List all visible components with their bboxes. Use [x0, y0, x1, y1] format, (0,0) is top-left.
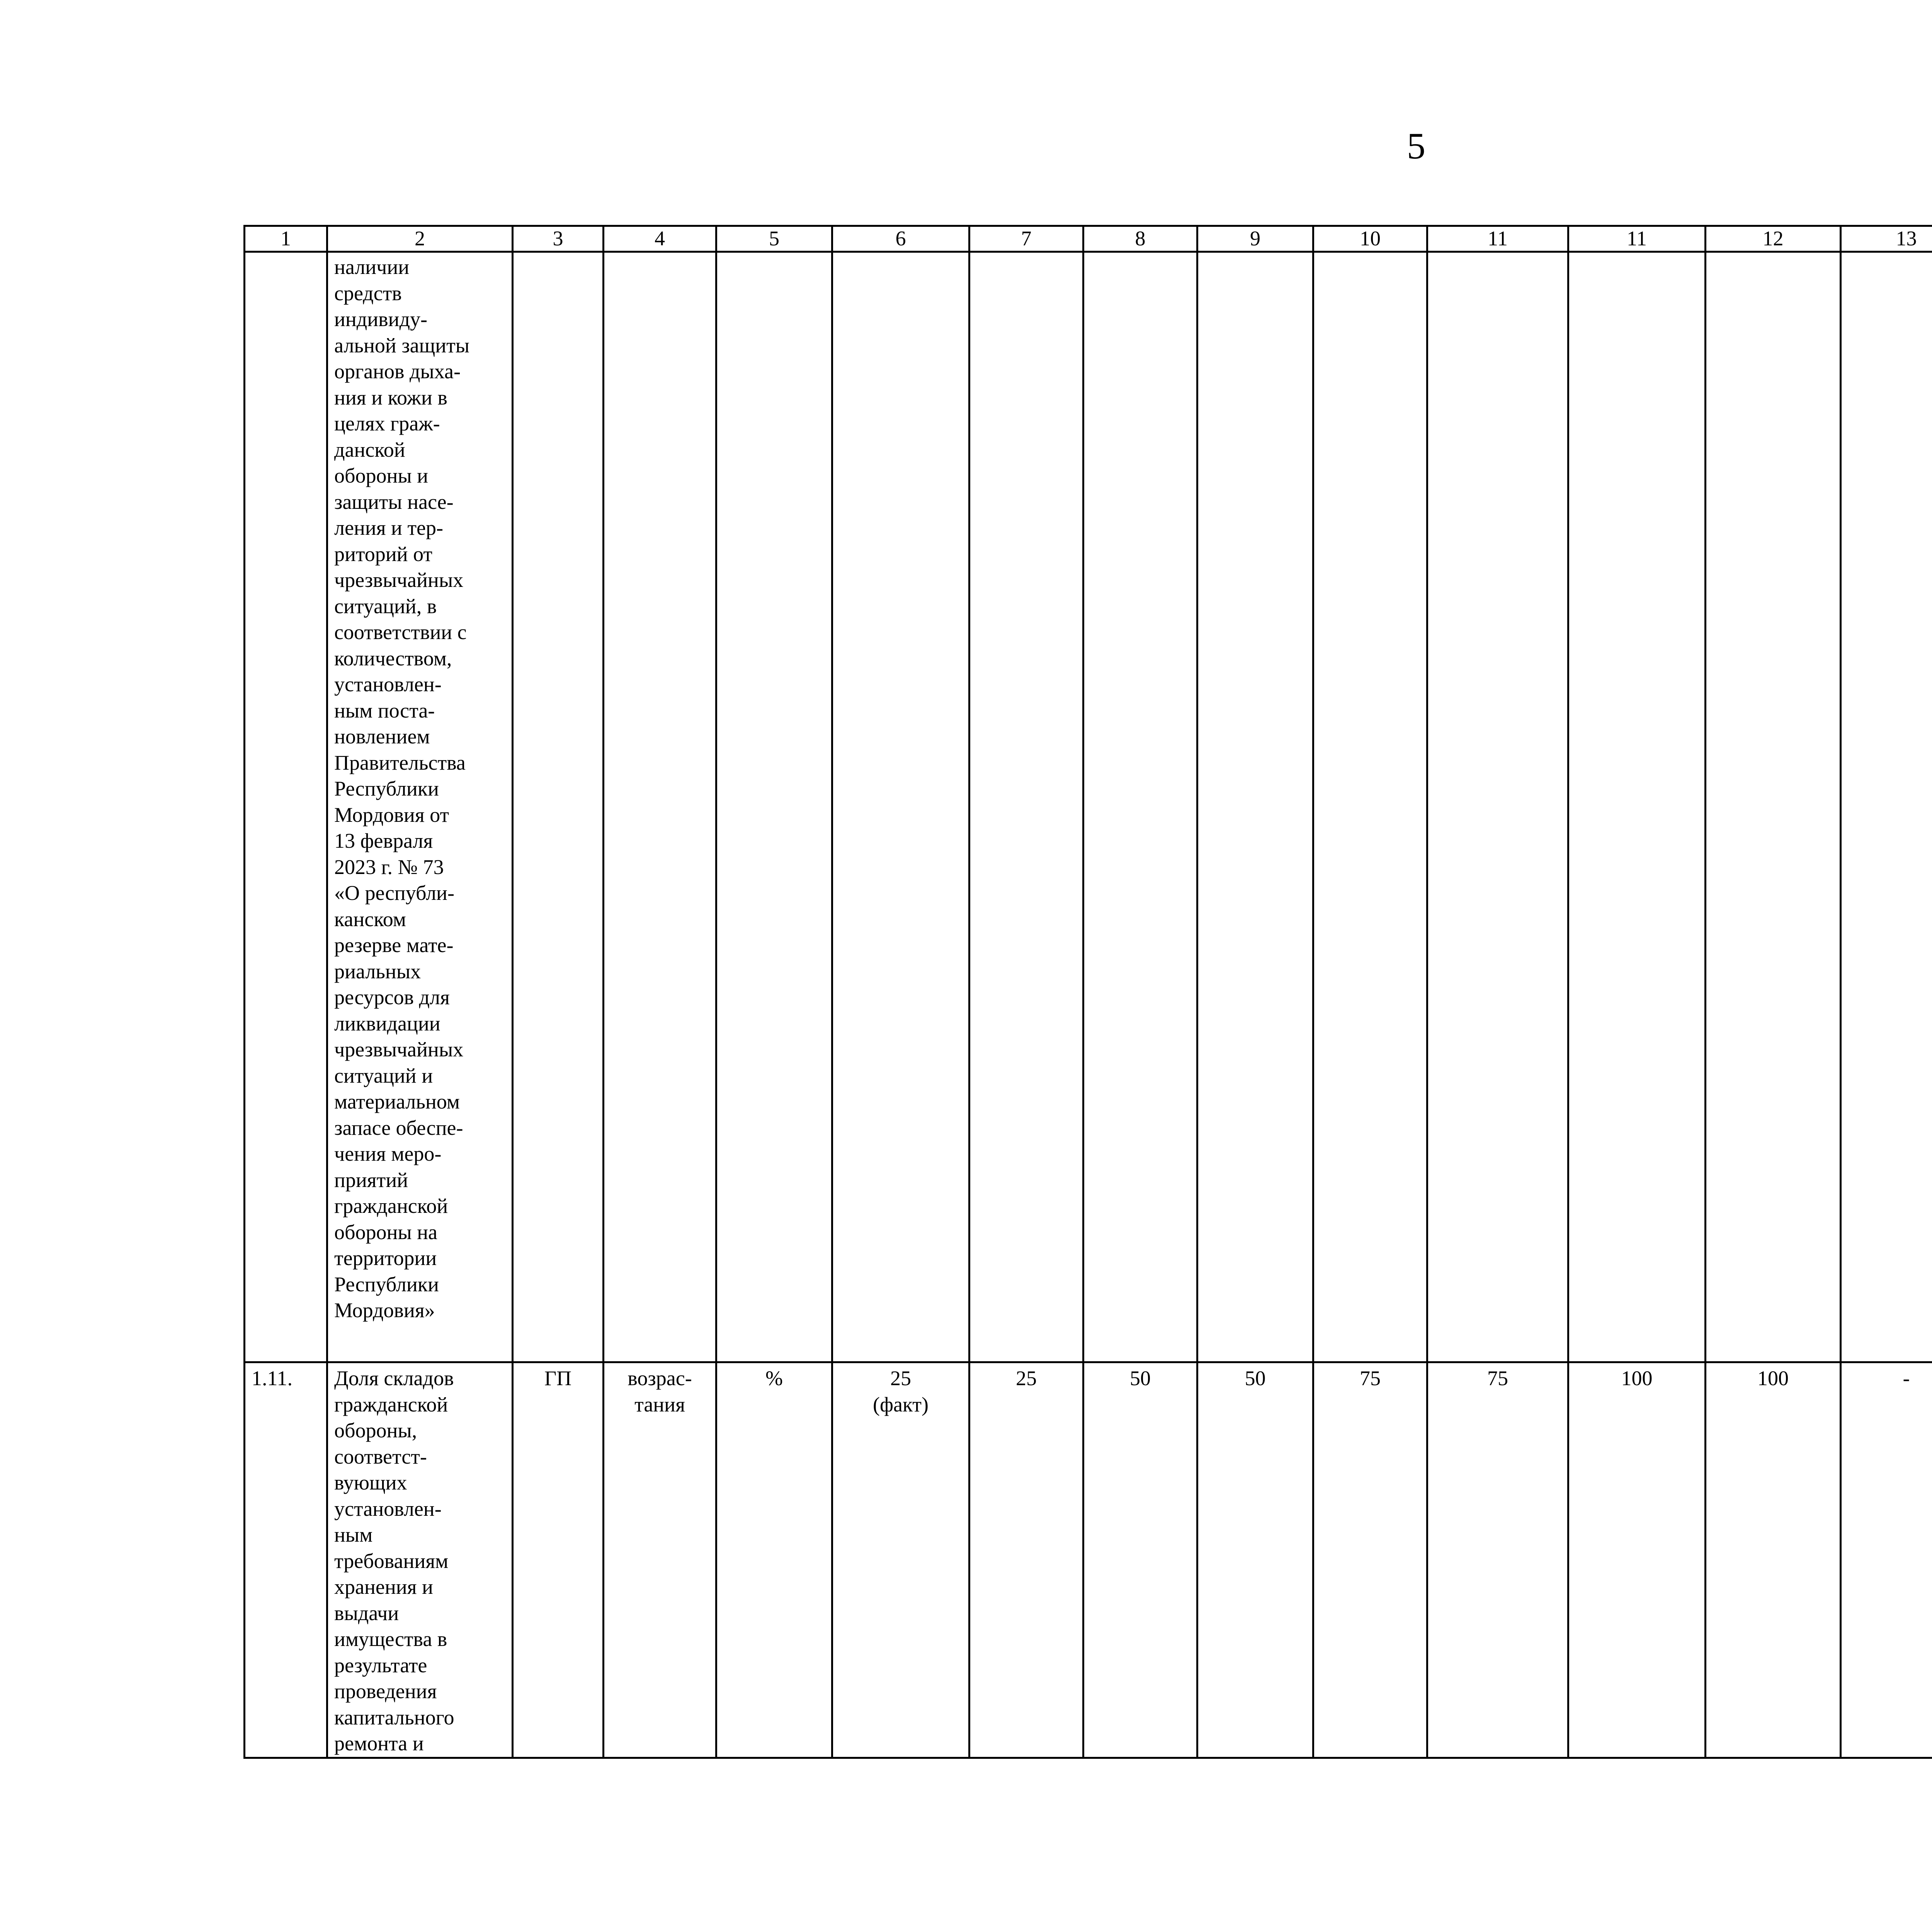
table-row — [245, 252, 1932, 1362]
cell-value: 50 — [1083, 1362, 1197, 1758]
cell-value: 100 — [1706, 1362, 1841, 1758]
column-number-row — [245, 226, 1932, 252]
cell — [1197, 252, 1313, 1362]
cell-indicator-name: Доля складов гражданской обороны, соответст- вующих установлен- ным требованиям хранения и выдачи имущества в результате проведения капитального ремонта и — [327, 1362, 513, 1758]
cell — [1313, 252, 1427, 1362]
cell-index: 1.11. — [245, 1362, 327, 1758]
cell-value: 100 — [1568, 1362, 1706, 1758]
cell-value: 75 — [1427, 1362, 1568, 1758]
column-number: 1 — [245, 226, 327, 252]
indicators-table — [243, 225, 1932, 1759]
cell — [1706, 252, 1841, 1362]
cell-base-value: 25 (факт) — [832, 1362, 969, 1758]
column-number: 9 — [1197, 226, 1313, 252]
cell-value: 50 — [1197, 1362, 1313, 1758]
cell — [716, 252, 832, 1362]
cell — [1841, 252, 1932, 1362]
cell — [1427, 252, 1568, 1362]
column-number: 4 — [604, 226, 716, 252]
cell-level: ГП — [513, 1362, 604, 1758]
cell-value: 25 — [969, 1362, 1083, 1758]
column-number: 2 — [327, 226, 513, 252]
cell-value: - — [1841, 1362, 1932, 1758]
column-number: 6 — [832, 226, 969, 252]
cell — [832, 252, 969, 1362]
cell-index — [245, 252, 327, 1362]
column-number: 10 — [1313, 226, 1427, 252]
page-number: 5 — [1407, 125, 1425, 167]
cell — [1568, 252, 1706, 1362]
column-number: 8 — [1083, 226, 1197, 252]
table-row — [245, 1362, 1932, 1758]
cell-value: 75 — [1313, 1362, 1427, 1758]
cell — [513, 252, 604, 1362]
cell-unit: % — [716, 1362, 832, 1758]
cell-indicator-name: наличии средств индивиду- альной защиты органов дыха- ния и кожи в целях граж- данской обороны и защиты насе- ления и тер- риторий от чрезвычайных ситуаций, в соответствии с количеством, установлен- ным поста- новлением Правительства Республики Мордовия от 13 февраля 2023 г. № 73 «О республи- канском резерве мате- риальных ресурсов для ликвидации чрезвычайных ситуаций и материальном запасе обеспе- чения меро- приятий гражданской обороны на территории Республики Мордовия» — [327, 252, 513, 1362]
column-number: 11 — [1427, 226, 1568, 252]
cell — [969, 252, 1083, 1362]
cell — [1083, 252, 1197, 1362]
column-number: 11 — [1568, 226, 1706, 252]
cell — [604, 252, 716, 1362]
column-number: 5 — [716, 226, 832, 252]
cell-trend: возрас- тания — [604, 1362, 716, 1758]
column-number: 3 — [513, 226, 604, 252]
column-number: 13 — [1841, 226, 1932, 252]
column-number: 12 — [1706, 226, 1841, 252]
column-number: 7 — [969, 226, 1083, 252]
